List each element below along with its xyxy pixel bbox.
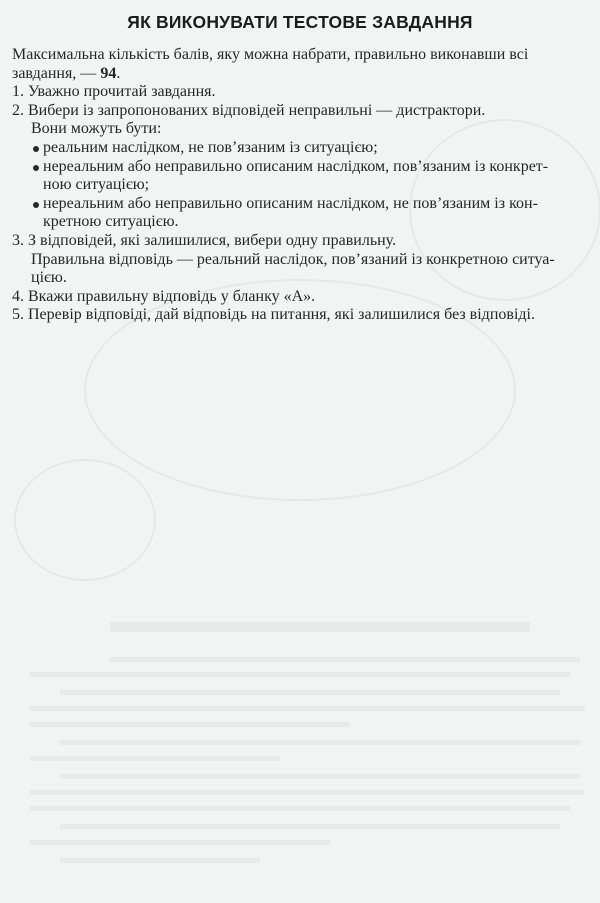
step-4 [12, 288, 592, 307]
step-3 [12, 232, 592, 251]
bullet-text-continuation: кретною ситуацією. [43, 213, 179, 231]
step-number: 2. [12, 101, 24, 119]
intro-line-1: Максимальна кількість балів, яку можна набрати, правильно виконавши всі [12, 46, 529, 63]
bullet-icon [33, 146, 39, 152]
step-5 [12, 306, 592, 325]
bullet-item [12, 158, 592, 177]
step-number: 4. [12, 287, 24, 305]
max-points: 94 [100, 64, 117, 82]
step-number: 3. [12, 231, 24, 249]
bullet-icon [33, 202, 39, 208]
page-title: ЯК ВИКОНУВАТИ ТЕСТОВЕ ЗАВДАННЯ [127, 12, 473, 32]
bullet-text: нереальним або неправильно описаним наслідком, не пов’язаним із кон- [43, 194, 538, 212]
step-2 [12, 102, 592, 121]
step-text: Перевір відповіді, дай відповідь на питання, які залишилися без відповіді. [28, 306, 535, 324]
bullet-text: нереальним або неправильно описаним наслідком, пов’язаним із конкрет- [43, 157, 549, 175]
step-3-subtext-continuation: цією. [31, 269, 67, 287]
bullet-icon [33, 165, 39, 171]
intro-suffix: . [116, 64, 121, 82]
bullet-item [12, 139, 592, 158]
step-text: Вкажи правильну відповідь у бланку «А». [28, 287, 316, 305]
step-2-subtext: Вони можуть бути: [31, 120, 162, 138]
bullet-item [12, 195, 592, 214]
step-number: 1. [12, 83, 24, 101]
bullet-text: реальним наслідком, не пов’язаним із ситуацією; [43, 138, 378, 156]
intro-line-2 [12, 65, 592, 84]
step-text: Уважно прочитай завдання. [28, 83, 216, 101]
instructions-body [12, 46, 592, 325]
bullet-text-continuation: ною ситуацією; [43, 176, 150, 194]
step-text: Вибери із запропонованих відповідей неправильні — дистрактори. [28, 101, 486, 119]
step-text: З відповідей, які залишилися, вибери одну правильну. [28, 231, 397, 249]
step-1 [12, 83, 592, 102]
intro-prefix: завдання, — [12, 64, 101, 82]
step-3-subtext: Правильна відповідь — реальний наслідок, пов’язаний із конкретною ситуа- [31, 250, 555, 268]
step-number: 5. [12, 306, 24, 324]
